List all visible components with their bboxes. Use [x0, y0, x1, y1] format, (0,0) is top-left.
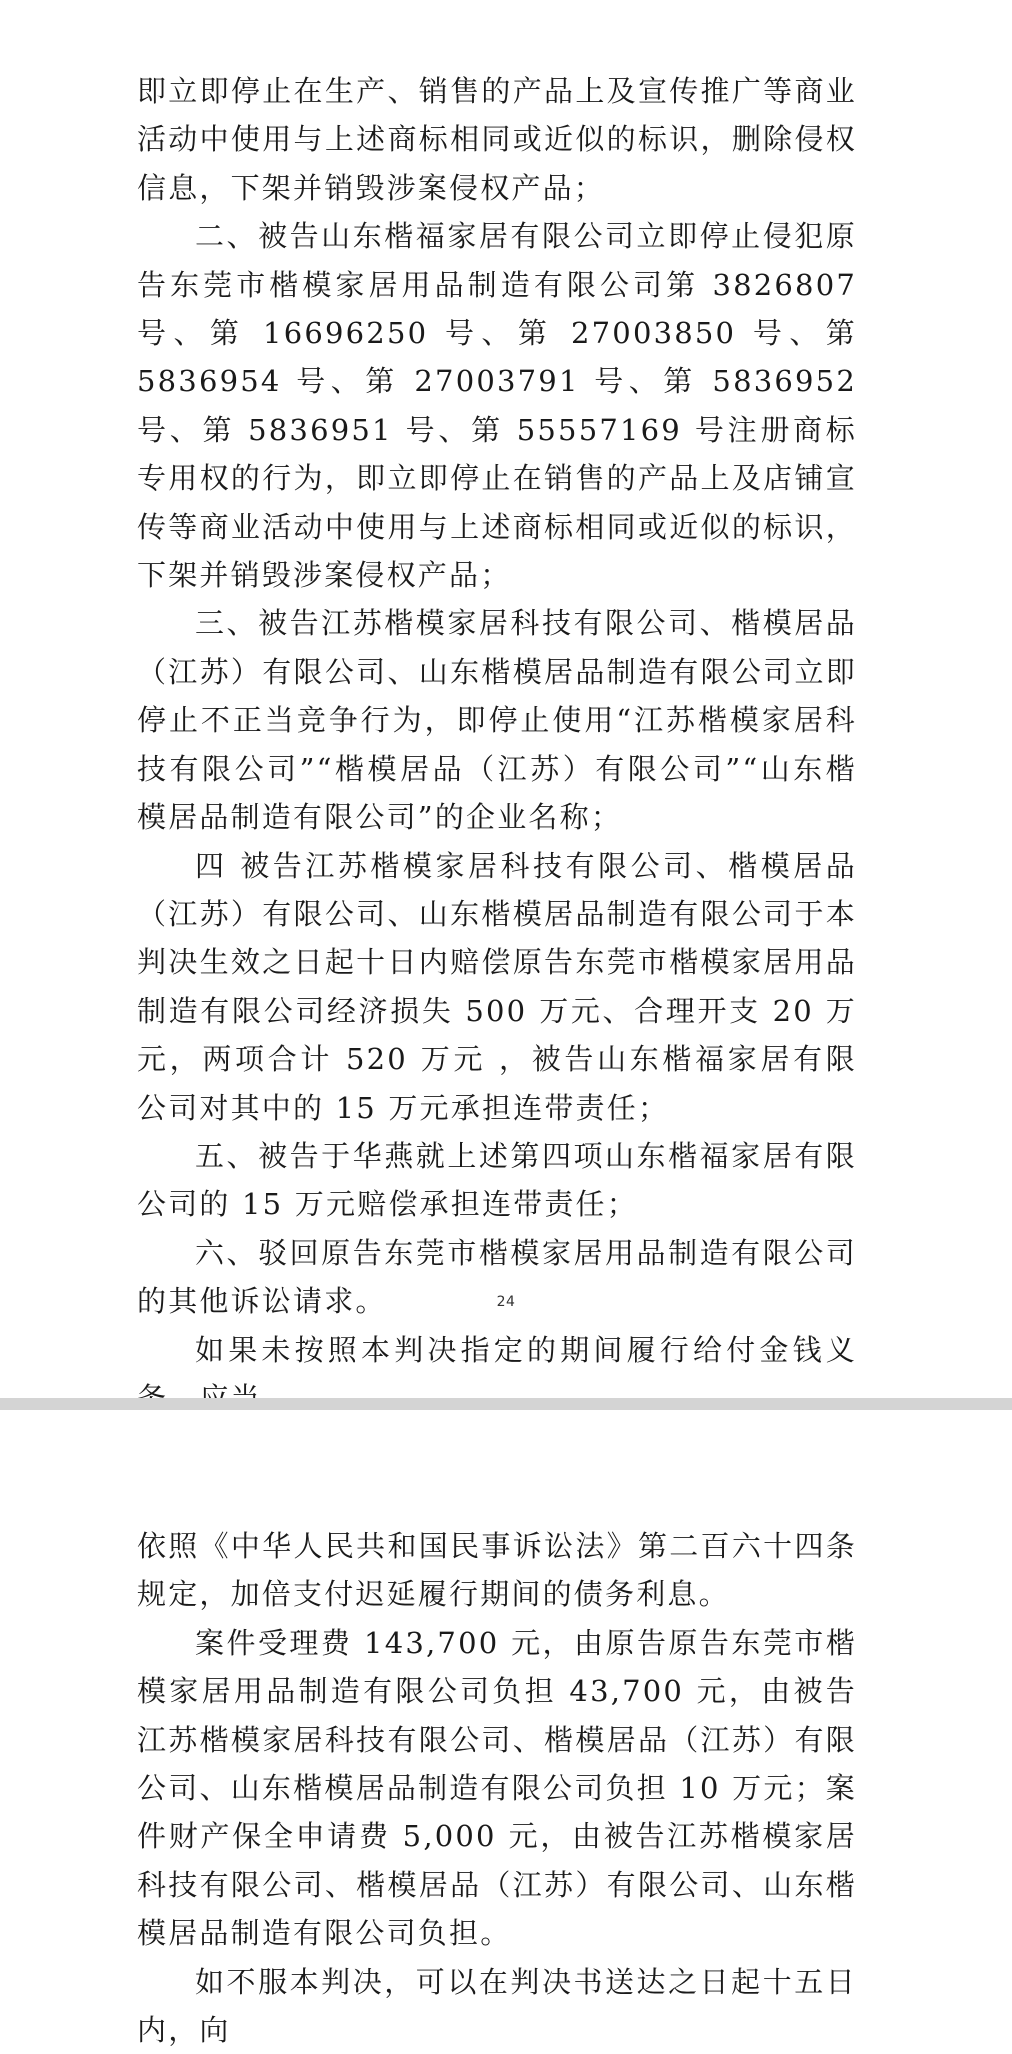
paragraph-item-3: 三、被告江苏楷模家居科技有限公司、楷模居品（江苏）有限公司、山东楷模居品制造有限公司立即停止不正当竞争行为，即停止使用“江苏楷模家居科技有限公司”“楷模居品（江苏）有限公司”“山东楷模居品制造有限公司”的企业名称；	[137, 606, 857, 835]
page-25-body	[137, 1522, 857, 2054]
paragraph-continuation-item-1: 即立即停止在生产、销售的产品上及宣传推广等商业活动中使用与上述商标相同或近似的标识，删除侵权信息，下架并销毁涉案侵权产品；	[137, 74, 857, 205]
paragraph-default-interest: 如果未按照本判决指定的期间履行给付金钱义	[195, 1332, 857, 1367]
paragraph-continuation-interest: 依照《中华人民共和国民事诉讼法》第二百六十四条规定，加倍支付迟延履行期间的债务利息。	[137, 1529, 857, 1612]
paragraph-case-fees: 案件受理费 143,700 元，由原告原告东莞市楷模家居用品制造有限公司负担 43,700 元，由被告江苏楷模家居科技有限公司、楷模居品（江苏）有限公司、山东楷模居品制造有限公司负担 10 万元；案件财产保全申请费 5,000 元，由被告江苏楷模家居科技有限公司、楷模居品（江苏）有限公司、山东楷模居品制造有限公司负担。	[137, 1625, 857, 1951]
page-24-body	[137, 67, 857, 1422]
paragraph-item-5: 五、被告于华燕就上述第四项山东楷福家居有限公司的 15 万元赔偿承担连带责任；	[137, 1138, 857, 1222]
document-page-25	[0, 1410, 1012, 2048]
page-number: 24	[496, 1294, 516, 1310]
paragraph-appeal-notice: 如不服本判决，可以在判决书送达之日起十五日内，向	[137, 1964, 857, 2048]
paragraph-item-4: 四 被告江苏楷模家居科技有限公司、楷模居品（江苏）有限公司、山东楷模居品制造有限公司于本判决生效之日起十日内赔偿原告东莞市楷模家居用品制造有限公司经济损失 500 万元、合理开支 20 万元，两项合计 520 万元 ，被告山东楷福家居有限公司对其中的 15 万元承担连带责任；	[137, 848, 857, 1125]
page-separator	[0, 1398, 1012, 1410]
paragraph-item-2: 二、被告山东楷福家居有限公司立即停止侵犯原告东莞市楷模家居用品制造有限公司第 3826807 号、第 16696250 号、第 27003850 号、第 5836954 号、第 27003791 号、第 5836952 号、第 5836951 号、第 55557169 号注册商标专用权的行为，即立即停止在销售的产品上及店铺宣传等商业活动中使用与上述商标相同或近似的标识，下架并销毁涉案侵权产品；	[137, 219, 857, 593]
paragraph-item-6: 六、驳回原告东莞市楷模家居用品制造有限公司的其他诉讼请求。	[137, 1235, 857, 1319]
